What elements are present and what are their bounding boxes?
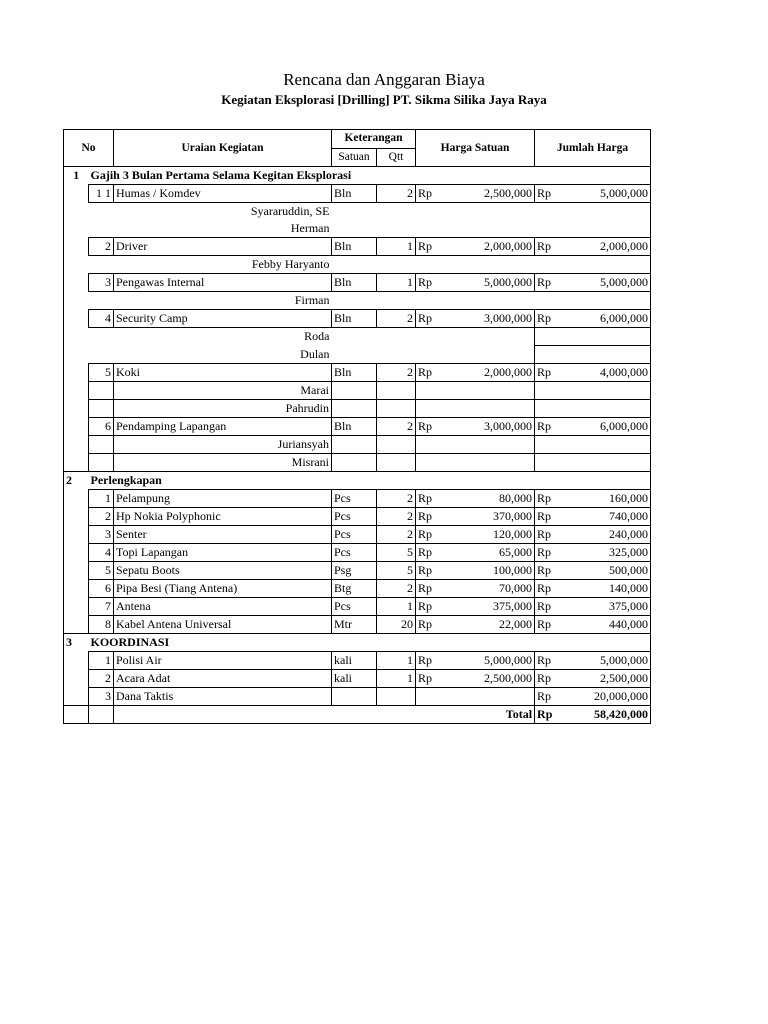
currency-label: Rp [535,598,556,616]
section-title: KOORDINASI [89,634,651,652]
section-title: Gajih 3 Bulan Pertama Selama Kegitan Eksplorasi [89,167,651,185]
currency-label: Rp [416,185,437,203]
person-name: Herman [290,221,330,235]
item-name: Pipa Besi (Tiang Antena) [114,580,332,598]
table-row [64,544,651,562]
item-unit: kali [332,652,377,670]
item-qty: 2 [377,364,416,382]
item-price: 80,000 [437,490,535,508]
item-unit: Bln [332,310,377,328]
header-keterangan: Keterangan [332,130,416,149]
item-number: 3 [89,688,114,706]
item-total: 5,000,000 [556,274,651,292]
item-unit: Pcs [332,598,377,616]
table-row [64,652,651,670]
person-row [64,400,651,418]
currency-label: Rp [416,670,437,688]
item-name: Humas / Komdev [114,185,332,203]
item-unit: Mtr [332,616,377,634]
item-qty: 20 [377,616,416,634]
item-unit: Bln [332,185,377,203]
person-row [64,220,651,238]
item-total: 20,000,000 [556,688,651,706]
item-price: 120,000 [437,526,535,544]
item-number: 2 [89,508,114,526]
item-qty: 2 [377,580,416,598]
person-name: Dulan [300,346,330,361]
item-price: 5,000,000 [437,652,535,670]
person-row [64,346,651,364]
item-qty: 1 [377,652,416,670]
currency-label: Rp [416,526,437,544]
item-price: 5,000,000 [437,274,535,292]
item-unit: Pcs [332,526,377,544]
table-row [64,688,651,706]
section-number: 1 [64,167,89,185]
item-number: 1 [89,490,114,508]
table-row [64,274,651,292]
currency-label: Rp [535,274,556,292]
currency-label: Rp [416,364,437,382]
item-unit: Bln [332,238,377,256]
item-number: 1 1 [89,185,114,203]
item-qty: 5 [377,562,416,580]
item-qty: 2 [377,310,416,328]
page-title: Rencana dan Anggaran Biaya [283,70,485,89]
table-row [64,508,651,526]
item-number: 6 [89,580,114,598]
item-name: Koki [114,364,332,382]
item-unit: Psg [332,562,377,580]
header-uraian: Uraian Kegiatan [114,130,332,167]
item-number: 2 [89,670,114,688]
item-qty: 2 [377,418,416,436]
item-name: Security Camp [114,310,332,328]
item-name: Driver [114,238,332,256]
currency-label: Rp [535,688,556,706]
currency-label: Rp [535,580,556,598]
item-number: 8 [89,616,114,634]
item-total: 160,000 [556,490,651,508]
item-number: 4 [89,544,114,562]
currency-label: Rp [535,490,556,508]
item-price: 100,000 [437,562,535,580]
currency-label: Rp [535,616,556,634]
table-row [64,598,651,616]
table-row [64,616,651,634]
currency-label: Rp [416,418,437,436]
table-row [64,418,651,436]
header-satuan: Satuan [332,148,377,167]
item-unit: Pcs [332,544,377,562]
item-total: 6,000,000 [556,310,651,328]
item-unit: Pcs [332,508,377,526]
header-no: No [64,130,114,167]
item-name: Pelampung [114,490,332,508]
item-price: 3,000,000 [437,310,535,328]
item-total: 240,000 [556,526,651,544]
item-total: 140,000 [556,580,651,598]
item-qty: 5 [377,544,416,562]
item-total: 5,000,000 [556,652,651,670]
item-total: 6,000,000 [556,418,651,436]
item-number: 5 [89,364,114,382]
item-number: 3 [89,526,114,544]
person-name: Misrani [114,454,332,472]
item-price: 375,000 [437,598,535,616]
item-price: 2,000,000 [437,238,535,256]
table-row [64,562,651,580]
currency-label: Rp [535,418,556,436]
currency-label: Rp [535,544,556,562]
currency-label: Rp [416,544,437,562]
item-unit: Bln [332,418,377,436]
item-price: 2,500,000 [437,185,535,203]
item-number: 4 [89,310,114,328]
section-row [64,167,651,185]
currency-label: Rp [416,238,437,256]
person-name: Juriansyah [114,436,332,454]
item-price: 22,000 [437,616,535,634]
item-qty: 1 [377,670,416,688]
currency-label: Rp [416,598,437,616]
currency-label: Rp [535,310,556,328]
person-name: Firman [294,293,330,307]
item-unit: Pcs [332,490,377,508]
item-name: Senter [114,526,332,544]
header-row [64,130,651,149]
person-row [64,203,651,221]
currency-label: Rp [416,616,437,634]
item-number: 7 [89,598,114,616]
person-name: Pahrudin [114,400,332,418]
item-total: 4,000,000 [556,364,651,382]
page-subtitle: Kegiatan Eksplorasi [Drilling] PT. Sikma Silika Jaya Raya [221,92,547,107]
item-total: 2,000,000 [556,238,651,256]
currency-label: Rp [416,580,437,598]
person-row [64,328,651,346]
section-row [64,472,651,490]
currency-label: Rp [535,185,556,203]
item-name: Pengawas Internal [114,274,332,292]
item-total: 740,000 [556,508,651,526]
table-row [64,580,651,598]
item-price: 370,000 [437,508,535,526]
currency-label: Rp [535,670,556,688]
item-name: Kabel Antena Universal [114,616,332,634]
person-row [64,454,651,472]
item-unit: Bln [332,274,377,292]
currency-label: Rp [416,490,437,508]
table-row [64,238,651,256]
person-name: Roda [304,329,330,344]
currency-label: Rp [535,238,556,256]
currency-label: Rp [416,508,437,526]
person-row [64,436,651,454]
currency-label: Rp [416,274,437,292]
currency-label: Rp [535,526,556,544]
item-name: Acara Adat [114,670,332,688]
person-row [64,256,651,274]
item-qty: 2 [377,185,416,203]
item-qty: 2 [377,508,416,526]
item-unit: Bln [332,364,377,382]
header-harga-satuan: Harga Satuan [416,130,535,167]
item-total: 500,000 [556,562,651,580]
item-qty [377,688,416,706]
table-row [64,364,651,382]
item-number: 3 [89,274,114,292]
item-qty: 1 [377,238,416,256]
item-total: 325,000 [556,544,651,562]
header-qtt: Qtt [377,148,416,167]
person-name: Febby Haryanto [251,257,330,271]
item-unit: Btg [332,580,377,598]
item-price: 3,000,000 [437,418,535,436]
item-unit [332,688,377,706]
section-number: 3 [64,634,89,652]
item-name: Pendamping Lapangan [114,418,332,436]
table-row [64,526,651,544]
table-row [64,185,651,203]
item-price [437,688,535,706]
currency-label: Rp [535,508,556,526]
total-row [64,706,651,724]
item-qty: 2 [377,490,416,508]
total-currency: Rp [535,706,556,724]
item-name: Dana Taktis [114,688,332,706]
section-row [64,634,651,652]
item-qty: 1 [377,598,416,616]
person-name: Marai [114,382,332,400]
currency-label: Rp [535,364,556,382]
item-total: 2,500,000 [556,670,651,688]
item-qty: 2 [377,526,416,544]
section-number: 2 [64,472,89,490]
item-price: 65,000 [437,544,535,562]
header-jumlah-harga: Jumlah Harga [535,130,651,167]
budget-table [63,129,651,724]
item-name: Hp Nokia Polyphonic [114,508,332,526]
item-total: 375,000 [556,598,651,616]
item-total: 440,000 [556,616,651,634]
currency-label: Rp [416,310,437,328]
table-row [64,490,651,508]
currency-label: Rp [416,562,437,580]
item-name: Polisi Air [114,652,332,670]
item-number: 1 [89,652,114,670]
total-label: Total [114,706,535,724]
item-unit: kali [332,670,377,688]
item-name: Antena [114,598,332,616]
section-title: Perlengkapan [89,472,651,490]
item-name: Sepatu Boots [114,562,332,580]
item-price: 2,500,000 [437,670,535,688]
table-row [64,670,651,688]
item-price: 2,000,000 [437,364,535,382]
item-number: 5 [89,562,114,580]
item-qty: 1 [377,274,416,292]
currency-label: Rp [535,652,556,670]
currency-label: Rp [416,652,437,670]
total-value: 58,420,000 [556,706,651,724]
item-name: Topi Lapangan [114,544,332,562]
item-total: 5,000,000 [556,185,651,203]
person-name: Syararuddin, SE [250,204,330,218]
person-row [64,292,651,310]
table-row [64,310,651,328]
item-price: 70,000 [437,580,535,598]
item-number: 2 [89,238,114,256]
item-number: 6 [89,418,114,436]
currency-label: Rp [535,562,556,580]
person-row [64,382,651,400]
